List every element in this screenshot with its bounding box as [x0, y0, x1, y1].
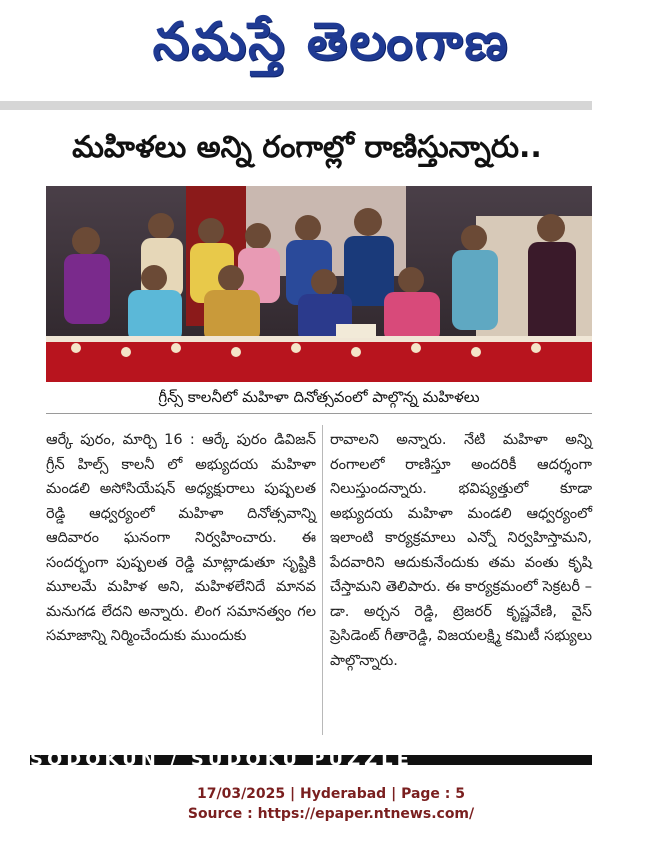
next-article-cut-text: SODOKUN / SUDOKU PUZZLE: [30, 749, 413, 770]
table-edge: [46, 336, 592, 342]
group-photo-illustration: [46, 186, 592, 382]
table-cloth: [46, 336, 592, 382]
article-column-left: [46, 428, 316, 649]
newspaper-masthead: [0, 0, 662, 96]
next-article-strip: [30, 749, 592, 770]
article-photo: [46, 186, 592, 382]
masthead-divider: [0, 101, 592, 110]
cake: [336, 324, 376, 338]
photo-caption: గ్రీన్స్ కాలనీలో మహిళా దినోత్సవంలో పాల్గొన్న మహిళలు: [46, 385, 592, 414]
footer-source[interactable]: Source : https://epaper.ntnews.com/: [187, 806, 475, 822]
footer-date-page: 17/03/2025 | Hyderabad | Page : 5: [196, 786, 466, 802]
article-body-right: రావాలని అన్నారు. నేటి మహిళా అన్ని రంగాలలో రాణిస్తూ అందరికీ ఆదర్శంగా నిలుస్తుందన్నారు. భవిష్యత్తులో కూడా అభ్యుదయ మహిళా మండలి ఆధ్వర్యంలో ఇలాంటి కార్యక్రమాలు ఎన్నో నిర్వహిస్తామని, పేదవారిని ఆదుకునేందుకు తమ వంతు కృషి చేస్తామని తెలిపారు. ఈ కార్యక్రమంలో సెక్రటరీ – డా. అర్చన రెడ్డి, ట్రెజరర్ కృష్ణవేణి, వైస్ ప్రెసిడెంట్ గీతారెడ్డి, విజయలక్ష్మి కమిటీ సభ్యులు పాల్గొన్నారు.: [330, 432, 592, 669]
article-column-right: [330, 428, 592, 673]
article-body-left: ఆర్కే పురం, మార్చి 16 : ఆర్కే పురం డివిజన్ గ్రీన్ హిల్స్ కాలనీ లో అభ్యుదయ మహిళా మండలి అసోసియేషన్ అధ్యక్షురాలు పుష్పలత రెడ్డి ఆధ్వర్యంలో మహిళా దినోత్సవాన్ని ఆదివారం ఘనంగా నిర్వహించారు. ఈ సందర్భంగా పుష్పలత రెడ్డి మాట్లాడుతూ సృష్టికి మూలమే మహిళ అని, మహిళలేనిదే మానవ మనుగడ లేదని అన్నారు. లింగ సమానత్వం గల సమాజాన్ని నిర్మించేందుకు ముందుకు: [46, 432, 316, 644]
masthead-title: నమస్తే తెలంగాణ: [152, 11, 510, 72]
article-headline: మహిళలు అన్ని రంగాల్లో రాణిస్తున్నారు..: [72, 130, 542, 165]
column-divider: [322, 425, 323, 735]
